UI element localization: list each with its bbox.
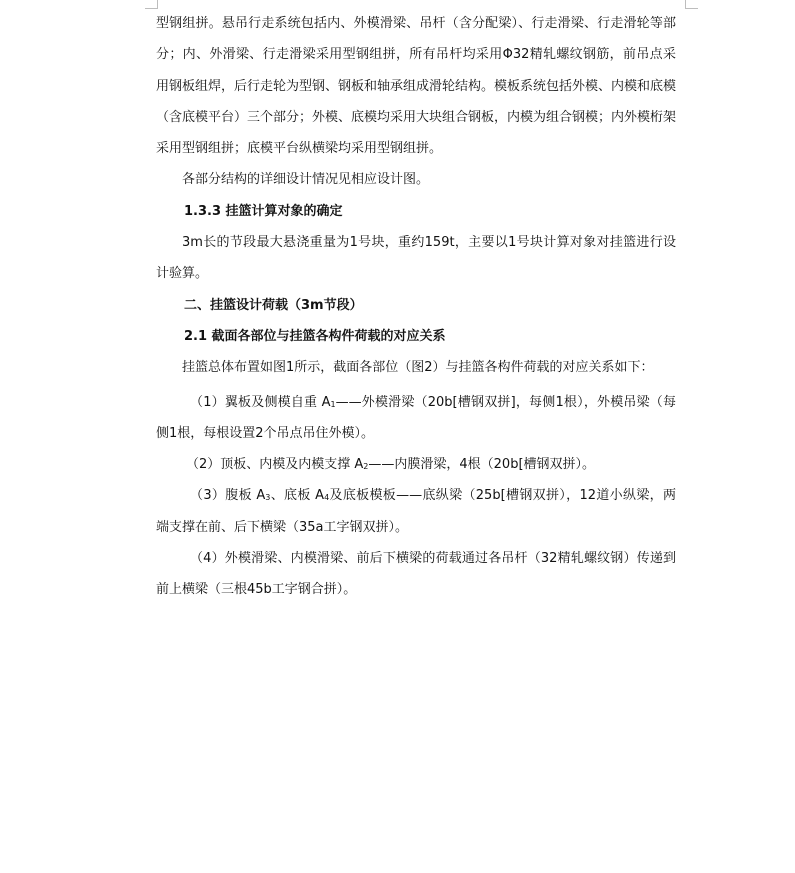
list-item-3-text-a: （3）腹板 A (190, 488, 266, 504)
list-item-3-subscript-2: 4 (324, 493, 330, 503)
list-item-4: （4）外模滑梁、内模滑梁、前后下横梁的荷载通过各吊杆（32精轧螺纹钢）传递到前上横梁（三根45b工字钢合拼）。 (156, 551, 676, 598)
list-item-1-subscript: 1 (330, 399, 336, 409)
list-item-3-text-b: 、底板 A (270, 488, 325, 504)
list-item-2-subscript: 2 (363, 462, 369, 472)
list-item-2-text-a: （2）顶板、内模及内模支撑 A (186, 457, 364, 473)
heading-section-two: 二、挂篮设计荷载（3m节段） (184, 297, 363, 313)
list-item-2-text-b: ——内膜滑梁，4根（20b[槽钢双拼）。 (368, 457, 596, 473)
page-corner-mark-right (685, 0, 698, 9)
heading-1-3-3: 1.3.3 挂篮计算对象的确定 (184, 203, 343, 219)
list-item-1-text-a: （1）翼板及侧模自重 A (190, 394, 331, 410)
paragraph-1-3-3: 3m长的节段最大悬浇重量为1号块，重约159t，主要以1号块计算对象对挂篮进行设计验算。 (156, 235, 676, 282)
list-item-2 (156, 449, 676, 480)
list-item-1-text-b: ——外模滑梁（20b[槽钢双拼]，每侧1根），外模吊梁（每侧1根，每根设置2个吊点吊住外模）。 (156, 394, 676, 441)
list-item-3 (156, 480, 676, 543)
list-item-1 (156, 387, 676, 450)
list-item-3-subscript-1: 3 (265, 493, 271, 503)
intro-paragraph: 型钢组拼。悬吊行走系统包括内、外模滑梁、吊杆（含分配梁）、行走滑梁、行走滑轮等部分；内、外滑梁、行走滑梁采用型钢组拼，所有吊杆均采用Φ32精轧螺纹钢筋，前吊点采用钢板组焊，后行走轮为型钢、钢板和轴承组成滑轮结构。模板系统包括外模、内模和底模（含底模平台）三个部分；外模、底模均采用大块组合钢板，内模为组合钢模；内外模桁架采用型钢组拼；底模平台纵横梁均采用型钢组拼。 (156, 16, 677, 157)
paragraph-2-1: 挂篮总体布置如图1所示，截面各部位（图2）与挂篮各构件荷载的对应关系如下： (182, 360, 654, 376)
list-item-3-text-c: 及底板模板——底纵梁（25b[槽钢双拼），12道小纵梁，两端支撑在前、后下横梁（35a工字钢双拼）。 (156, 488, 676, 535)
heading-2-1: 2.1 截面各部位与挂篮各构件荷载的对应关系 (184, 328, 446, 344)
design-reference-paragraph: 各部分结构的详细设计情况见相应设计图。 (182, 172, 430, 188)
document-body (156, 8, 676, 606)
